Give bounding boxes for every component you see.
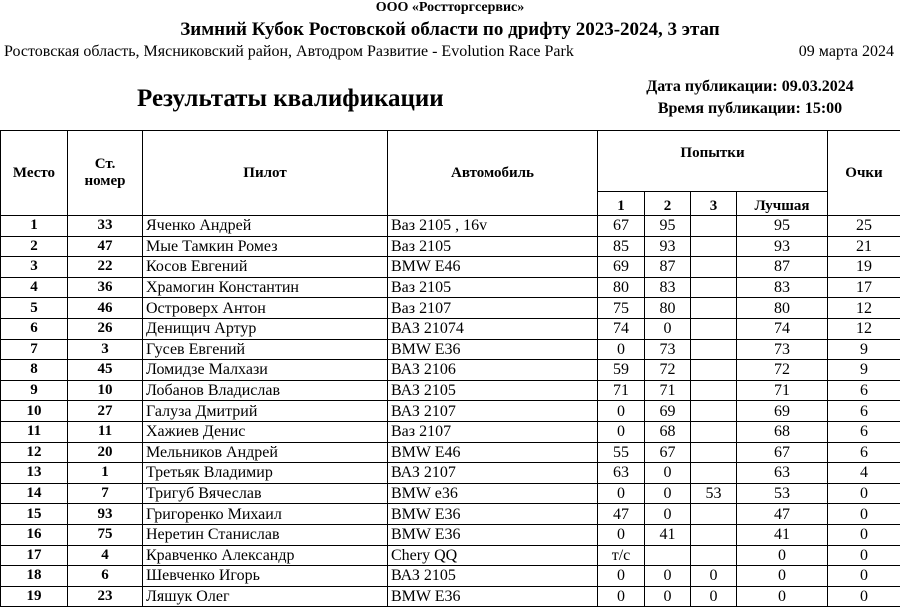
table-cell-attempt-3 [691, 442, 737, 463]
table-cell-car: ВАЗ 21074 [388, 318, 598, 339]
table-cell-number: 11 [68, 421, 143, 442]
table-cell-attempt-3 [691, 421, 737, 442]
table-cell-attempt-2: 87 [645, 257, 691, 278]
table-cell-pilot: Мые Тамкин Ромез [143, 236, 388, 257]
table-cell-attempt-3 [691, 339, 737, 360]
table-cell-attempt-2: 0 [645, 463, 691, 484]
table-cell-pilot: Кравченко Александр [143, 545, 388, 566]
table-cell-car: ВАЗ 2105 [388, 566, 598, 587]
table-cell-number: 26 [68, 318, 143, 339]
table-cell-number: 75 [68, 524, 143, 545]
table-cell-pilot: Третьяк Владимир [143, 463, 388, 484]
table-cell-pilot: Ляшук Олег [143, 586, 388, 607]
table-cell-points: 17 [828, 277, 900, 298]
table-cell-number: 3 [68, 339, 143, 360]
table-cell-attempt-2: 71 [645, 380, 691, 401]
table-cell-best: 41 [737, 524, 828, 545]
table-cell-best: 93 [737, 236, 828, 257]
table-cell-car: Ваз 2107 [388, 298, 598, 319]
table-cell-number: 10 [68, 380, 143, 401]
table-cell-attempt-1: 85 [598, 236, 645, 257]
table-cell-place: 16 [1, 524, 68, 545]
results-body [1, 216, 900, 607]
table-cell-best: 0 [737, 586, 828, 607]
column-header-place: Место [1, 131, 68, 216]
table-cell-car: BMW E46 [388, 442, 598, 463]
table-cell-best: 87 [737, 257, 828, 278]
table-cell-attempt-2: 0 [645, 318, 691, 339]
table-row [1, 216, 900, 237]
table-cell-attempt-3 [691, 545, 737, 566]
table-cell-attempt-1: 0 [598, 339, 645, 360]
table-cell-attempt-2 [645, 545, 691, 566]
table-cell-attempt-3 [691, 298, 737, 319]
table-row [1, 566, 900, 587]
column-header-attempt-2: 2 [645, 192, 691, 216]
table-cell-attempt-1: 74 [598, 318, 645, 339]
table-cell-car: Chery QQ [388, 545, 598, 566]
event-location: Ростовская область, Мясниковский район, Автодром Развитие - Evolution Race Park [4, 43, 574, 61]
table-cell-attempt-2: 0 [645, 504, 691, 525]
table-row [1, 483, 900, 504]
table-cell-attempt-1: 55 [598, 442, 645, 463]
table-cell-attempt-1: 71 [598, 380, 645, 401]
table-row [1, 360, 900, 381]
table-cell-attempt-3 [691, 236, 737, 257]
table-cell-place: 9 [1, 380, 68, 401]
table-cell-points: 0 [828, 586, 900, 607]
table-cell-best: 69 [737, 401, 828, 422]
table-cell-attempt-2: 0 [645, 566, 691, 587]
table-cell-attempt-1: 0 [598, 401, 645, 422]
table-row [1, 318, 900, 339]
table-cell-attempt-1: 67 [598, 216, 645, 237]
table-cell-attempt-2: 93 [645, 236, 691, 257]
table-cell-points: 0 [828, 566, 900, 587]
publication-date: Дата публикации: 09.03.2024 [630, 78, 870, 96]
table-row [1, 504, 900, 525]
table-cell-place: 13 [1, 463, 68, 484]
table-cell-points: 12 [828, 298, 900, 319]
table-cell-best: 73 [737, 339, 828, 360]
table-cell-number: 27 [68, 401, 143, 422]
table-row [1, 401, 900, 422]
table-cell-place: 15 [1, 504, 68, 525]
table-cell-best: 71 [737, 380, 828, 401]
column-header-attempts: Попытки [598, 131, 828, 192]
table-cell-points: 0 [828, 483, 900, 504]
table-cell-car: Ваз 2107 [388, 421, 598, 442]
table-cell-car: ВАЗ 2107 [388, 463, 598, 484]
table-row [1, 442, 900, 463]
table-cell-attempt-2: 0 [645, 483, 691, 504]
table-cell-number: 46 [68, 298, 143, 319]
table-cell-attempt-1: 47 [598, 504, 645, 525]
table-cell-best: 95 [737, 216, 828, 237]
table-cell-best: 53 [737, 483, 828, 504]
table-cell-attempt-3: 0 [691, 586, 737, 607]
table-cell-points: 6 [828, 380, 900, 401]
table-cell-points: 12 [828, 318, 900, 339]
table-cell-car: Ваз 2105 [388, 277, 598, 298]
table-cell-pilot: Храмогин Константин [143, 277, 388, 298]
table-cell-pilot: Косов Евгений [143, 257, 388, 278]
table-cell-attempt-1: т/с [598, 545, 645, 566]
table-cell-place: 19 [1, 586, 68, 607]
column-header-points: Очки [828, 131, 900, 216]
table-cell-place: 11 [1, 421, 68, 442]
table-cell-pilot: Шевченко Игорь [143, 566, 388, 587]
table-cell-best: 68 [737, 421, 828, 442]
table-cell-car: BMW E36 [388, 339, 598, 360]
table-cell-best: 74 [737, 318, 828, 339]
table-cell-points: 9 [828, 339, 900, 360]
table-cell-attempt-3 [691, 504, 737, 525]
table-cell-points: 6 [828, 442, 900, 463]
table-cell-pilot: Галуза Дмитрий [143, 401, 388, 422]
table-cell-attempt-1: 0 [598, 566, 645, 587]
table-cell-place: 6 [1, 318, 68, 339]
table-cell-attempt-2: 0 [645, 586, 691, 607]
table-cell-number: 36 [68, 277, 143, 298]
table-row [1, 236, 900, 257]
table-cell-best: 0 [737, 545, 828, 566]
table-cell-place: 12 [1, 442, 68, 463]
table-cell-attempt-3 [691, 216, 737, 237]
table-cell-attempt-2: 68 [645, 421, 691, 442]
table-cell-number: 4 [68, 545, 143, 566]
table-cell-points: 25 [828, 216, 900, 237]
table-cell-attempt-1: 0 [598, 586, 645, 607]
table-cell-pilot: Тригуб Вячеслав [143, 483, 388, 504]
table-cell-place: 5 [1, 298, 68, 319]
table-cell-attempt-2: 72 [645, 360, 691, 381]
table-cell-attempt-3 [691, 463, 737, 484]
table-cell-points: 19 [828, 257, 900, 278]
table-row [1, 277, 900, 298]
column-header-car: Автомобиль [388, 131, 598, 216]
table-cell-best: 72 [737, 360, 828, 381]
table-cell-number: 1 [68, 463, 143, 484]
table-cell-attempt-2: 80 [645, 298, 691, 319]
table-row [1, 463, 900, 484]
table-cell-car: BMW E36 [388, 586, 598, 607]
table-cell-attempt-3 [691, 277, 737, 298]
column-header-attempt-1: 1 [598, 192, 645, 216]
table-cell-attempt-2: 69 [645, 401, 691, 422]
table-cell-number: 47 [68, 236, 143, 257]
table-cell-points: 6 [828, 421, 900, 442]
table-cell-place: 17 [1, 545, 68, 566]
table-cell-points: 21 [828, 236, 900, 257]
table-cell-number: 22 [68, 257, 143, 278]
table-cell-points: 0 [828, 504, 900, 525]
table-cell-points: 4 [828, 463, 900, 484]
column-header-attempt-3: 3 [691, 192, 737, 216]
table-row [1, 380, 900, 401]
table-cell-place: 8 [1, 360, 68, 381]
table-cell-car: ВАЗ 2106 [388, 360, 598, 381]
event-date: 09 марта 2024 [799, 43, 894, 61]
table-cell-car: BMW e36 [388, 483, 598, 504]
organization-name: ООО «Ростторгсервис» [0, 0, 900, 16]
table-cell-attempt-1: 0 [598, 524, 645, 545]
table-cell-place: 10 [1, 401, 68, 422]
table-cell-attempt-1: 0 [598, 421, 645, 442]
table-cell-pilot: Мельников Андрей [143, 442, 388, 463]
table-cell-attempt-3 [691, 318, 737, 339]
table-row [1, 524, 900, 545]
table-cell-car: BMW E36 [388, 524, 598, 545]
table-cell-best: 0 [737, 566, 828, 587]
table-cell-best: 63 [737, 463, 828, 484]
column-header-pilot: Пилот [143, 131, 388, 216]
table-cell-pilot: Гусев Евгений [143, 339, 388, 360]
table-cell-points: 6 [828, 401, 900, 422]
table-cell-attempt-2: 41 [645, 524, 691, 545]
page-title: Результаты квалификации [137, 84, 444, 114]
table-cell-best: 47 [737, 504, 828, 525]
table-cell-place: 14 [1, 483, 68, 504]
table-cell-attempt-1: 59 [598, 360, 645, 381]
table-cell-attempt-3 [691, 380, 737, 401]
table-cell-points: 0 [828, 524, 900, 545]
table-cell-attempt-3 [691, 524, 737, 545]
table-row [1, 298, 900, 319]
table-cell-number: 45 [68, 360, 143, 381]
table-cell-attempt-1: 0 [598, 483, 645, 504]
table-cell-place: 2 [1, 236, 68, 257]
table-cell-car: Ваз 2105 , 16v [388, 216, 598, 237]
table-cell-pilot: Хажиев Денис [143, 421, 388, 442]
table-row [1, 339, 900, 360]
table-cell-place: 7 [1, 339, 68, 360]
table-row [1, 421, 900, 442]
table-cell-attempt-3: 0 [691, 566, 737, 587]
table-cell-car: BMW E46 [388, 257, 598, 278]
table-cell-attempt-1: 69 [598, 257, 645, 278]
table-cell-number: 33 [68, 216, 143, 237]
table-cell-attempt-3 [691, 401, 737, 422]
table-cell-car: Ваз 2105 [388, 236, 598, 257]
table-cell-pilot: Ломидзе Малхази [143, 360, 388, 381]
table-cell-place: 1 [1, 216, 68, 237]
table-cell-place: 18 [1, 566, 68, 587]
table-cell-pilot: Лобанов Владислав [143, 380, 388, 401]
table-cell-attempt-2: 95 [645, 216, 691, 237]
event-title: Зимний Кубок Ростовской области по дрифту 2023-2024, 3 этап [0, 19, 900, 41]
table-row [1, 545, 900, 566]
table-cell-number: 23 [68, 586, 143, 607]
table-cell-best: 83 [737, 277, 828, 298]
table-cell-points: 9 [828, 360, 900, 381]
results-table [0, 130, 900, 607]
table-cell-place: 4 [1, 277, 68, 298]
table-cell-pilot: Яченко Андрей [143, 216, 388, 237]
table-cell-car: ВАЗ 2105 [388, 380, 598, 401]
table-cell-car: ВАЗ 2107 [388, 401, 598, 422]
table-cell-attempt-3 [691, 257, 737, 278]
table-cell-best: 67 [737, 442, 828, 463]
table-cell-attempt-2: 83 [645, 277, 691, 298]
table-row [1, 257, 900, 278]
table-cell-pilot: Григоренко Михаил [143, 504, 388, 525]
table-cell-attempt-2: 73 [645, 339, 691, 360]
table-cell-best: 80 [737, 298, 828, 319]
table-cell-pilot: Неретин Станислав [143, 524, 388, 545]
table-cell-number: 93 [68, 504, 143, 525]
table-cell-attempt-1: 63 [598, 463, 645, 484]
table-row [1, 586, 900, 607]
table-cell-place: 3 [1, 257, 68, 278]
table-cell-attempt-3 [691, 360, 737, 381]
table-cell-number: 7 [68, 483, 143, 504]
table-cell-attempt-1: 80 [598, 277, 645, 298]
column-header-number: Ст. номер [68, 131, 143, 216]
table-cell-car: BMW E36 [388, 504, 598, 525]
table-cell-number: 20 [68, 442, 143, 463]
table-cell-number: 6 [68, 566, 143, 587]
table-cell-pilot: Островерх Антон [143, 298, 388, 319]
table-cell-pilot: Денищич Артур [143, 318, 388, 339]
publication-time: Время публикации: 15:00 [630, 100, 870, 118]
table-cell-attempt-3: 53 [691, 483, 737, 504]
table-cell-attempt-1: 75 [598, 298, 645, 319]
table-cell-points: 0 [828, 545, 900, 566]
table-cell-attempt-2: 67 [645, 442, 691, 463]
column-header-best: Лучшая [737, 192, 828, 216]
